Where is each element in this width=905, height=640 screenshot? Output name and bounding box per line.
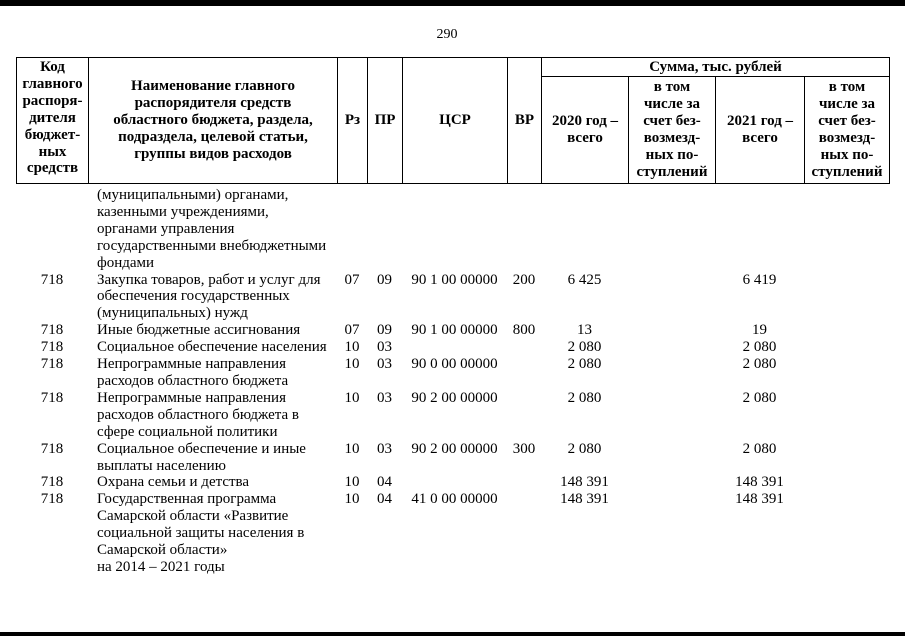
cell-2021-total: 6 419 <box>742 271 777 288</box>
table-row <box>16 322 889 339</box>
cell-pr: 04 <box>377 474 392 491</box>
cell-csr: 90 0 00 00000 <box>411 356 498 373</box>
cell-rz: 10 <box>344 440 360 457</box>
cell-rz: 07 <box>344 271 360 288</box>
table-row <box>16 272 889 323</box>
cell-2020-total: 2 080 <box>567 339 602 356</box>
cell-code: 718 <box>40 440 64 457</box>
cell-vr <box>507 356 541 390</box>
cell-2021-grants <box>804 356 889 390</box>
header-pr: ПР <box>368 58 403 184</box>
cell-name: Государственная программа Самарской области «Развитие социальной защиты населения в Самарской области» на 2014 – 2021 годы <box>97 491 305 575</box>
header-code: Код главного распоря- дителя бюджет- ных средств <box>17 58 89 184</box>
cell-code: 718 <box>40 491 64 508</box>
cell-name: Социальное обеспечение населения <box>97 339 327 356</box>
cell-vr <box>507 390 541 441</box>
cell-rz: 10 <box>344 339 360 356</box>
cell-2021-total: 148 391 <box>735 491 784 508</box>
cell-2021-grants <box>804 474 889 491</box>
cell-pr: 03 <box>377 389 392 406</box>
cell-pr: 09 <box>377 322 392 339</box>
table-row <box>16 441 889 475</box>
top-border-bar <box>0 0 905 6</box>
cell-2020-grants <box>628 322 715 339</box>
cell-2020-total: 2 080 <box>567 389 602 406</box>
header-csr: ЦСР <box>403 58 508 184</box>
cell-csr: 41 0 00 00000 <box>411 491 498 508</box>
cell-2020-total: 148 391 <box>560 474 609 491</box>
cell-2021-total: 2 080 <box>742 440 777 457</box>
header-name: Наименование главного распорядителя средств областного бюджета, раздела, подраздела, целевой статьи, группы видов расходов <box>89 58 338 184</box>
cell-2020-grants <box>628 491 715 576</box>
table-row <box>16 390 889 441</box>
cell-vr <box>507 187 541 272</box>
cell-pr: 03 <box>377 356 392 373</box>
cell-2021-grants <box>804 441 889 475</box>
cell-name: Непрограммные направления расходов областного бюджета в сфере социальной политики <box>97 389 300 440</box>
cell-csr <box>402 187 507 272</box>
cell-2021-total: 2 080 <box>742 356 777 373</box>
cell-name: Социальное обеспечение и иные выплаты населению <box>97 440 306 474</box>
cell-name: (муниципальными) органами, казенными учреждениями, органами управления государственными внебюджетными фондами <box>97 187 327 271</box>
cell-2020-grants <box>628 272 715 323</box>
cell-pr: 09 <box>377 271 392 288</box>
cell-2020-grants <box>628 187 715 272</box>
cell-2020-grants <box>628 441 715 475</box>
cell-rz: 07 <box>344 322 360 339</box>
cell-vr <box>507 491 541 576</box>
cell-2020-grants <box>628 390 715 441</box>
cell-code <box>16 187 88 272</box>
cell-2021-grants <box>804 272 889 323</box>
cell-csr <box>402 474 507 491</box>
cell-2021-grants <box>804 339 889 356</box>
cell-2020-total: 2 080 <box>567 356 602 373</box>
header-2021-grants: в том числе за счет без- возмезд- ных по- ступлений <box>805 77 890 184</box>
cell-2021-total <box>715 187 804 272</box>
header-2021-total: 2021 год – всего <box>716 77 805 184</box>
cell-2021-grants <box>804 491 889 576</box>
header-2020-grants: в том числе за счет без- возмезд- ных по- ступлений <box>629 77 716 184</box>
cell-2021-total: 148 391 <box>735 474 784 491</box>
cell-vr <box>507 474 541 491</box>
cell-vr: 300 <box>512 440 536 457</box>
cell-vr: 200 <box>512 271 536 288</box>
cell-2020-total <box>541 187 628 272</box>
cell-csr <box>402 339 507 356</box>
cell-rz: 10 <box>344 474 360 491</box>
cell-2020-total: 148 391 <box>560 491 609 508</box>
table-body <box>16 187 889 576</box>
cell-2021-total: 19 <box>752 322 767 339</box>
cell-code: 718 <box>40 474 64 491</box>
cell-2021-total: 2 080 <box>742 339 777 356</box>
table-header <box>16 57 890 184</box>
cell-code: 718 <box>40 271 64 288</box>
cell-code: 718 <box>40 339 64 356</box>
cell-2021-grants <box>804 390 889 441</box>
cell-2020-total: 2 080 <box>567 440 602 457</box>
cell-pr: 03 <box>377 440 392 457</box>
cell-vr: 800 <box>512 322 536 339</box>
page-number: 290 <box>436 27 458 42</box>
cell-pr <box>367 187 402 272</box>
header-vr: ВР <box>508 58 542 184</box>
cell-csr: 90 1 00 00000 <box>411 271 498 288</box>
cell-code: 718 <box>40 389 64 406</box>
bottom-border-bar <box>0 632 905 636</box>
cell-name: Охрана семьи и детства <box>97 474 250 491</box>
table-row <box>16 356 889 390</box>
header-rz: Рз <box>338 58 368 184</box>
cell-2021-grants <box>804 322 889 339</box>
cell-pr: 03 <box>377 339 392 356</box>
cell-name: Закупка товаров, работ и услуг для обеспечения государственных (муниципальных) нужд <box>97 271 321 322</box>
cell-2020-grants <box>628 474 715 491</box>
table-row <box>16 491 889 576</box>
table-row <box>16 187 889 272</box>
cell-rz: 10 <box>344 389 360 406</box>
cell-2020-grants <box>628 356 715 390</box>
cell-rz: 10 <box>344 356 360 373</box>
cell-name: Непрограммные направления расходов областного бюджета <box>97 356 289 389</box>
cell-rz: 10 <box>344 491 360 508</box>
header-sum: Сумма, тыс. рублей <box>542 58 890 77</box>
cell-rz <box>337 187 367 272</box>
cell-2020-total: 13 <box>577 322 592 339</box>
cell-2021-grants <box>804 187 889 272</box>
table-row <box>16 339 889 356</box>
cell-pr: 04 <box>377 491 392 508</box>
header-2020-total: 2020 год – всего <box>542 77 629 184</box>
cell-csr: 90 1 00 00000 <box>411 322 498 339</box>
cell-2021-total: 2 080 <box>742 389 777 406</box>
cell-name: Иные бюджетные ассигнования <box>97 322 301 339</box>
cell-code: 718 <box>40 322 64 339</box>
table-row <box>16 474 889 491</box>
cell-csr: 90 2 00 00000 <box>411 389 498 406</box>
cell-2020-total: 6 425 <box>567 271 602 288</box>
cell-csr: 90 2 00 00000 <box>411 440 498 457</box>
cell-code: 718 <box>40 356 64 373</box>
cell-2020-grants <box>628 339 715 356</box>
cell-vr <box>507 339 541 356</box>
